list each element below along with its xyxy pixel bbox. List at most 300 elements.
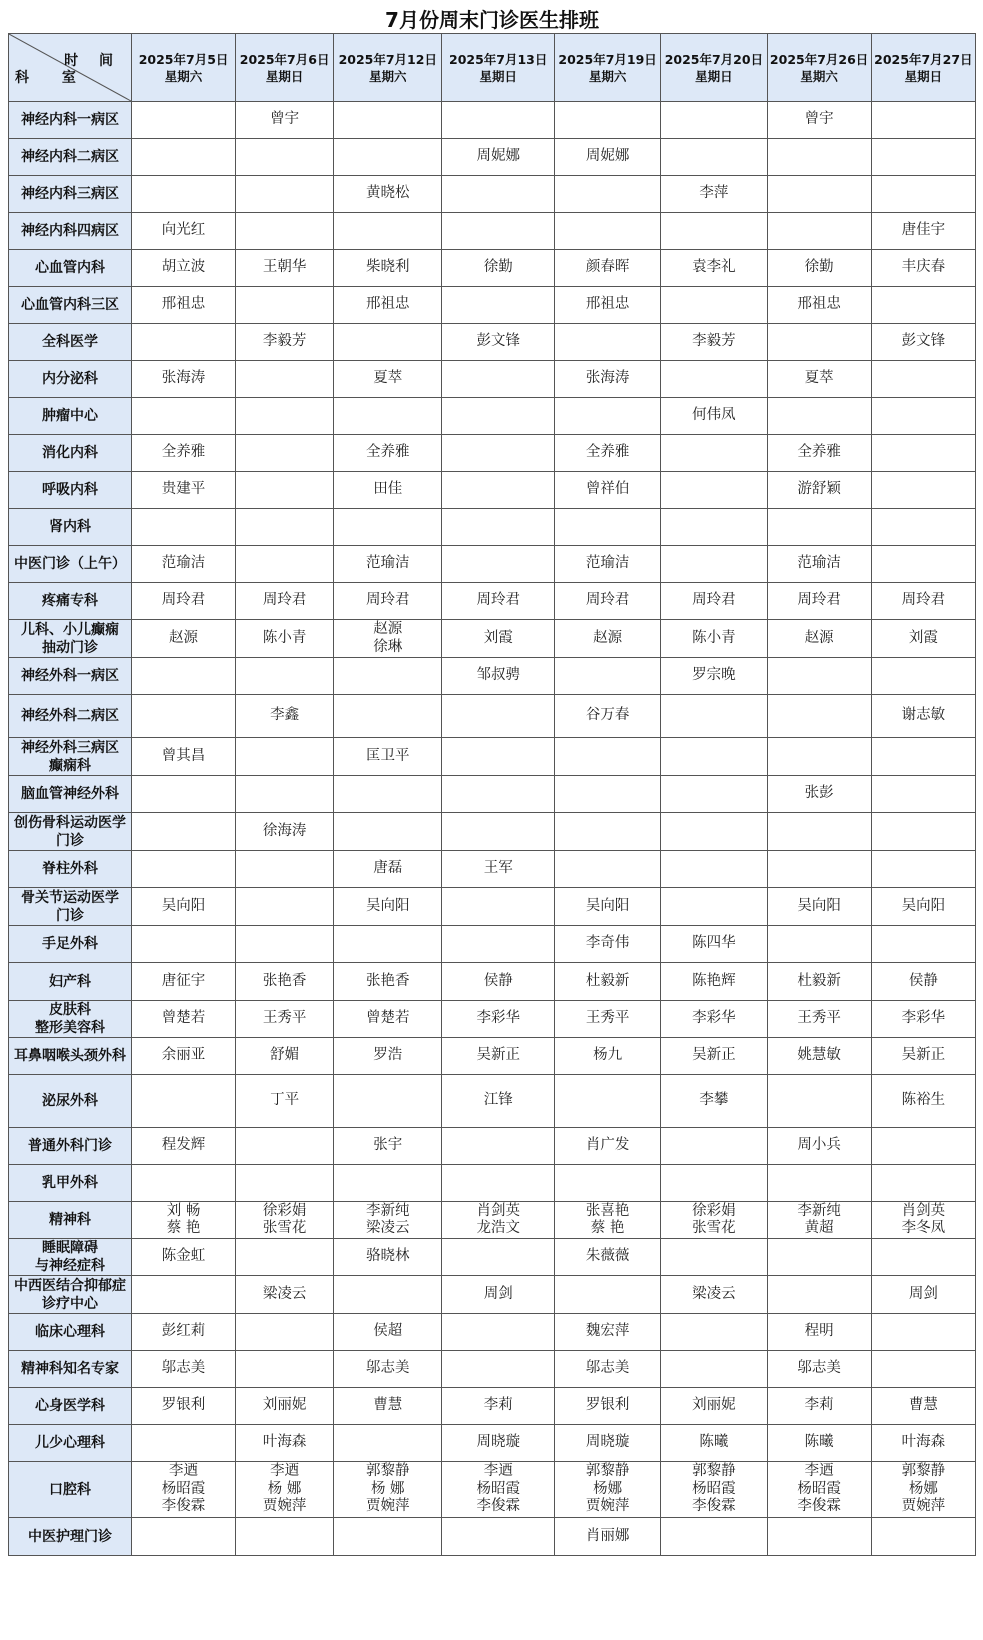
doctor-cell [236,1128,334,1165]
doctor-cell [131,851,235,888]
doctor-cell [442,509,555,546]
doctor-cell: 郭黎静 杨昭霞 李俊霖 [661,1462,767,1518]
doctor-cell: 朱薇薇 [554,1239,660,1276]
doctor-cell: 叶海森 [871,1425,975,1462]
doctor-cell: 张喜艳 蔡 艳 [554,1202,660,1239]
doctor-cell [236,139,334,176]
department-label: 心身医学科 [9,1388,132,1425]
doctor-cell: 周玲君 [554,583,660,620]
doctor-cell: 梁凌云 [661,1276,767,1314]
doctor-cell: 唐征宇 [131,963,235,1001]
doctor-cell: 张艳香 [236,963,334,1001]
doctor-cell [334,813,442,851]
department-label: 全科医学 [9,324,132,361]
doctor-cell: 王军 [442,851,555,888]
doctor-cell: 邢祖忠 [767,287,871,324]
table-row [9,738,976,776]
doctor-cell: 李萍 [661,176,767,213]
doctor-cell: 梁凌云 [236,1276,334,1314]
table-row [9,1425,976,1462]
doctor-cell [236,435,334,472]
doctor-cell: 陈金虹 [131,1239,235,1276]
table-row [9,776,976,813]
doctor-cell: 范瑜洁 [767,546,871,583]
doctor-cell [236,398,334,435]
doctor-cell: 王朝华 [236,250,334,287]
doctor-cell: 周玲君 [767,583,871,620]
column-header-7 [767,34,871,102]
doctor-cell [871,176,975,213]
doctor-cell [661,472,767,509]
doctor-cell [131,176,235,213]
doctor-cell: 周小兵 [767,1128,871,1165]
doctor-cell: 周玲君 [442,583,555,620]
doctor-cell [131,139,235,176]
doctor-cell [236,1518,334,1556]
doctor-cell [767,1239,871,1276]
column-weekday: 星期六 [588,68,627,84]
doctor-cell [767,926,871,963]
doctor-cell: 唐磊 [334,851,442,888]
table-row [9,287,976,324]
doctor-cell [871,1314,975,1351]
doctor-cell: 范瑜洁 [334,546,442,583]
doctor-cell [442,1351,555,1388]
doctor-cell: 范瑜洁 [554,546,660,583]
corner-time-label: 时 间 [64,53,121,69]
column-weekday: 星期日 [695,68,733,84]
doctor-cell: 李迺 杨昭霞 李俊霖 [442,1462,555,1518]
doctor-cell: 赵源 [131,620,235,658]
department-label: 中医护理门诊 [9,1518,132,1556]
doctor-cell [442,176,555,213]
doctor-cell: 周玲君 [871,583,975,620]
doctor-cell: 游舒颖 [767,472,871,509]
doctor-cell [236,287,334,324]
doctor-cell: 全养雅 [131,435,235,472]
table-row [9,658,976,695]
doctor-cell [442,1518,555,1556]
doctor-cell: 郭黎静 杨娜 贾婉萍 [554,1462,660,1518]
doctor-cell: 周晓璇 [442,1425,555,1462]
doctor-cell [236,776,334,813]
doctor-cell: 邹叔骋 [442,658,555,695]
doctor-cell: 罗银利 [554,1388,660,1425]
doctor-cell [236,176,334,213]
doctor-cell [236,472,334,509]
doctor-cell: 匡卫平 [334,738,442,776]
column-weekday: 星期六 [800,68,838,84]
doctor-cell: 彭文锋 [871,324,975,361]
doctor-cell [334,1165,442,1202]
doctor-cell: 周剑 [871,1276,975,1314]
doctor-cell [131,926,235,963]
doctor-cell [236,1351,334,1388]
department-label: 消化内科 [9,435,132,472]
table-row [9,176,976,213]
doctor-cell: 李迺 杨昭霞 李俊霖 [767,1462,871,1518]
doctor-cell [131,1075,235,1128]
table-row [9,1038,976,1075]
table-row [9,1388,976,1425]
doctor-cell: 李彩华 [661,1001,767,1038]
doctor-cell [236,926,334,963]
doctor-cell: 肖广发 [554,1128,660,1165]
department-label: 普通外科门诊 [9,1128,132,1165]
doctor-cell: 李彩华 [442,1001,555,1038]
doctor-cell: 张艳香 [334,963,442,1001]
doctor-cell: 杨九 [554,1038,660,1075]
doctor-cell: 叶海森 [236,1425,334,1462]
doctor-cell: 侯静 [442,963,555,1001]
doctor-cell [334,509,442,546]
doctor-cell [334,776,442,813]
doctor-cell [334,1075,442,1128]
doctor-cell [442,472,555,509]
table-row [9,926,976,963]
column-weekday: 星期六 [369,68,407,84]
doctor-cell: 何伟凤 [661,398,767,435]
doctor-cell: 徐勤 [767,250,871,287]
doctor-cell [871,139,975,176]
department-label: 皮肤科 整形美容科 [9,1001,132,1038]
doctor-cell: 李新纯 梁凌云 [334,1202,442,1239]
doctor-cell [554,102,660,139]
doctor-cell [131,102,235,139]
department-label: 精神科知名专家 [9,1351,132,1388]
doctor-cell [442,888,555,926]
doctor-cell: 周玲君 [131,583,235,620]
doctor-cell [236,1165,334,1202]
header-row [9,34,976,102]
doctor-cell: 陈艳辉 [661,963,767,1001]
department-label: 疼痛专科 [9,583,132,620]
doctor-cell: 曹慧 [334,1388,442,1425]
doctor-cell: 刘丽妮 [236,1388,334,1425]
doctor-cell: 李新纯 黄超 [767,1202,871,1239]
department-label: 创伤骨科运动医学 门诊 [9,813,132,851]
doctor-cell: 彭红莉 [131,1314,235,1351]
doctor-cell: 王秀平 [554,1001,660,1038]
table-row [9,1075,976,1128]
department-label: 肿瘤中心 [9,398,132,435]
doctor-cell: 曾其昌 [131,738,235,776]
doctor-cell: 周妮娜 [554,139,660,176]
doctor-cell [442,102,555,139]
doctor-cell [767,1165,871,1202]
doctor-cell: 陈曦 [661,1425,767,1462]
doctor-cell [442,1239,555,1276]
table-row [9,1351,976,1388]
doctor-cell [131,1165,235,1202]
doctor-cell: 邢祖忠 [334,287,442,324]
doctor-cell: 全养雅 [334,435,442,472]
doctor-cell [236,658,334,695]
doctor-cell [236,361,334,398]
doctor-cell [334,139,442,176]
doctor-cell: 刘霞 [442,620,555,658]
page-title: 7月份周末门诊医生排班 [385,8,599,32]
department-label: 睡眠障碍 与神经症科 [9,1239,132,1276]
table-row [9,324,976,361]
doctor-cell [554,776,660,813]
doctor-cell: 程明 [767,1314,871,1351]
doctor-cell [442,695,555,738]
table-row [9,546,976,583]
doctor-cell: 柴晓利 [334,250,442,287]
doctor-cell: 全养雅 [767,435,871,472]
doctor-cell: 刘霞 [871,620,975,658]
column-date: 2025年7月26日 [769,51,869,67]
doctor-cell: 吴向阳 [871,888,975,926]
department-label: 脊柱外科 [9,851,132,888]
table-row [9,1314,976,1351]
doctor-cell: 吴新正 [442,1038,555,1075]
doctor-cell [871,509,975,546]
doctor-cell [131,1518,235,1556]
doctor-cell [661,695,767,738]
doctor-cell: 邬志美 [767,1351,871,1388]
doctor-cell [442,776,555,813]
doctor-cell: 肖剑英 龙浩文 [442,1202,555,1239]
doctor-cell [661,1165,767,1202]
doctor-cell [554,176,660,213]
doctor-cell: 王秀平 [236,1001,334,1038]
doctor-cell [131,813,235,851]
department-label: 乳甲外科 [9,1165,132,1202]
doctor-cell: 陈小青 [661,620,767,658]
doctor-cell: 吴新正 [661,1038,767,1075]
department-label: 儿少心理科 [9,1425,132,1462]
department-label: 口腔科 [9,1462,132,1518]
doctor-cell [871,1351,975,1388]
doctor-cell: 江锋 [442,1075,555,1128]
doctor-cell: 邬志美 [334,1351,442,1388]
doctor-cell [236,1314,334,1351]
table-row [9,435,976,472]
department-label: 心血管内科三区 [9,287,132,324]
column-date: 2025年7月13日 [449,51,548,67]
doctor-cell [661,1351,767,1388]
doctor-cell: 李迺 杨昭霞 李俊霖 [131,1462,235,1518]
doctor-cell [442,546,555,583]
doctor-cell [767,213,871,250]
doctor-cell: 邬志美 [554,1351,660,1388]
doctor-cell: 丰庆春 [871,250,975,287]
doctor-cell: 徐勤 [442,250,555,287]
table-row [9,1462,976,1518]
doctor-cell: 曾祥伯 [554,472,660,509]
column-date: 2025年7月27日 [874,51,973,67]
doctor-cell: 李莉 [442,1388,555,1425]
doctor-cell: 夏萃 [334,361,442,398]
table-row [9,888,976,926]
table-row [9,583,976,620]
doctor-cell: 李奇伟 [554,926,660,963]
table-row [9,398,976,435]
doctor-cell: 肖剑英 李冬凤 [871,1202,975,1239]
doctor-cell [871,546,975,583]
table-row [9,813,976,851]
doctor-cell: 徐彩娟 张雪花 [236,1202,334,1239]
column-header-3 [334,34,442,102]
table-row [9,1239,976,1276]
doctor-cell [442,361,555,398]
doctor-cell [334,1276,442,1314]
doctor-cell [767,1276,871,1314]
doctor-cell [442,213,555,250]
column-header-2 [236,34,334,102]
doctor-cell [442,1314,555,1351]
table-row [9,1165,976,1202]
doctor-cell: 吴向阳 [554,888,660,926]
table-row [9,1001,976,1038]
doctor-cell [767,851,871,888]
doctor-cell: 张海涛 [131,361,235,398]
doctor-cell [131,695,235,738]
doctor-cell: 谷万春 [554,695,660,738]
doctor-cell [131,1276,235,1314]
doctor-cell: 夏萃 [767,361,871,398]
doctor-cell [554,509,660,546]
doctor-cell [871,738,975,776]
column-header-1 [131,34,235,102]
doctor-cell: 郭黎静 杨娜 贾婉萍 [871,1462,975,1518]
doctor-cell: 余丽亚 [131,1038,235,1075]
doctor-cell: 周玲君 [661,583,767,620]
doctor-cell [767,324,871,361]
doctor-cell [236,213,334,250]
doctor-cell [236,1239,334,1276]
doctor-cell: 杜毅新 [767,963,871,1001]
schedule-table [8,33,976,1556]
doctor-cell: 曾宇 [236,102,334,139]
doctor-cell: 侯超 [334,1314,442,1351]
department-label: 神经内科一病区 [9,102,132,139]
doctor-cell [661,213,767,250]
doctor-cell: 周妮娜 [442,139,555,176]
department-label: 呼吸内科 [9,472,132,509]
department-label: 儿科、小儿癫痫 抽动门诊 [9,620,132,658]
table-row [9,1202,976,1239]
doctor-cell: 陈小青 [236,620,334,658]
doctor-cell [767,738,871,776]
doctor-cell: 吴向阳 [131,888,235,926]
doctor-cell [661,1128,767,1165]
doctor-cell [661,1239,767,1276]
doctor-cell [767,1075,871,1128]
doctor-cell: 彭文锋 [442,324,555,361]
doctor-cell [442,926,555,963]
doctor-cell [661,139,767,176]
doctor-cell [767,658,871,695]
column-header-5 [554,34,660,102]
doctor-cell [554,738,660,776]
doctor-cell: 舒媚 [236,1038,334,1075]
doctor-cell [871,1128,975,1165]
doctor-cell [131,509,235,546]
doctor-cell: 袁李礼 [661,250,767,287]
doctor-cell [131,324,235,361]
doctor-cell: 曹慧 [871,1388,975,1425]
table-row [9,250,976,287]
doctor-cell: 曾楚若 [131,1001,235,1038]
doctor-cell: 侯静 [871,963,975,1001]
doctor-cell [334,398,442,435]
doctor-cell [131,658,235,695]
department-label: 肾内科 [9,509,132,546]
column-weekday: 星期日 [479,68,517,84]
doctor-cell [334,324,442,361]
table-row [9,1518,976,1556]
doctor-cell [236,509,334,546]
doctor-cell: 李毅芳 [236,324,334,361]
table-row [9,851,976,888]
doctor-cell: 李彩华 [871,1001,975,1038]
doctor-cell: 全养雅 [554,435,660,472]
corner-dept-label: 科 室 [15,70,90,86]
doctor-cell [661,776,767,813]
department-label: 心血管内科 [9,250,132,287]
doctor-cell [131,776,235,813]
doctor-cell [442,435,555,472]
doctor-cell [767,1518,871,1556]
doctor-cell [554,213,660,250]
doctor-cell [871,1165,975,1202]
doctor-cell: 邬志美 [131,1351,235,1388]
doctor-cell [334,213,442,250]
doctor-cell [871,1518,975,1556]
doctor-cell [871,102,975,139]
corner-header [9,34,132,102]
doctor-cell [334,1425,442,1462]
doctor-cell [871,398,975,435]
table-row [9,509,976,546]
doctor-cell: 陈曦 [767,1425,871,1462]
department-label: 神经外科三病区 癫痫科 [9,738,132,776]
doctor-cell: 周剑 [442,1276,555,1314]
doctor-cell: 吴向阳 [334,888,442,926]
column-weekday: 星期日 [904,68,943,84]
doctor-cell: 邢祖忠 [131,287,235,324]
doctor-cell: 李迺 杨 娜 贾婉萍 [236,1462,334,1518]
doctor-cell [236,546,334,583]
doctor-cell: 张宇 [334,1128,442,1165]
doctor-cell: 黄晓松 [334,176,442,213]
doctor-cell: 邢祖忠 [554,287,660,324]
doctor-cell [442,1128,555,1165]
doctor-cell: 曾楚若 [334,1001,442,1038]
doctor-cell [767,398,871,435]
doctor-cell [661,102,767,139]
doctor-cell [442,738,555,776]
doctor-cell: 徐海涛 [236,813,334,851]
doctor-cell [442,398,555,435]
doctor-cell [661,287,767,324]
doctor-cell [871,658,975,695]
doctor-cell [661,509,767,546]
doctor-cell [554,813,660,851]
doctor-cell: 赵源 徐琳 [334,620,442,658]
department-label: 骨关节运动医学 门诊 [9,888,132,926]
column-date: 2025年7月19日 [558,51,657,67]
table-row [9,1276,976,1314]
doctor-cell [871,926,975,963]
department-label: 中西医结合抑郁症 诊疗中心 [9,1276,132,1314]
doctor-cell [661,813,767,851]
doctor-cell [767,509,871,546]
doctor-cell: 陈裕生 [871,1075,975,1128]
